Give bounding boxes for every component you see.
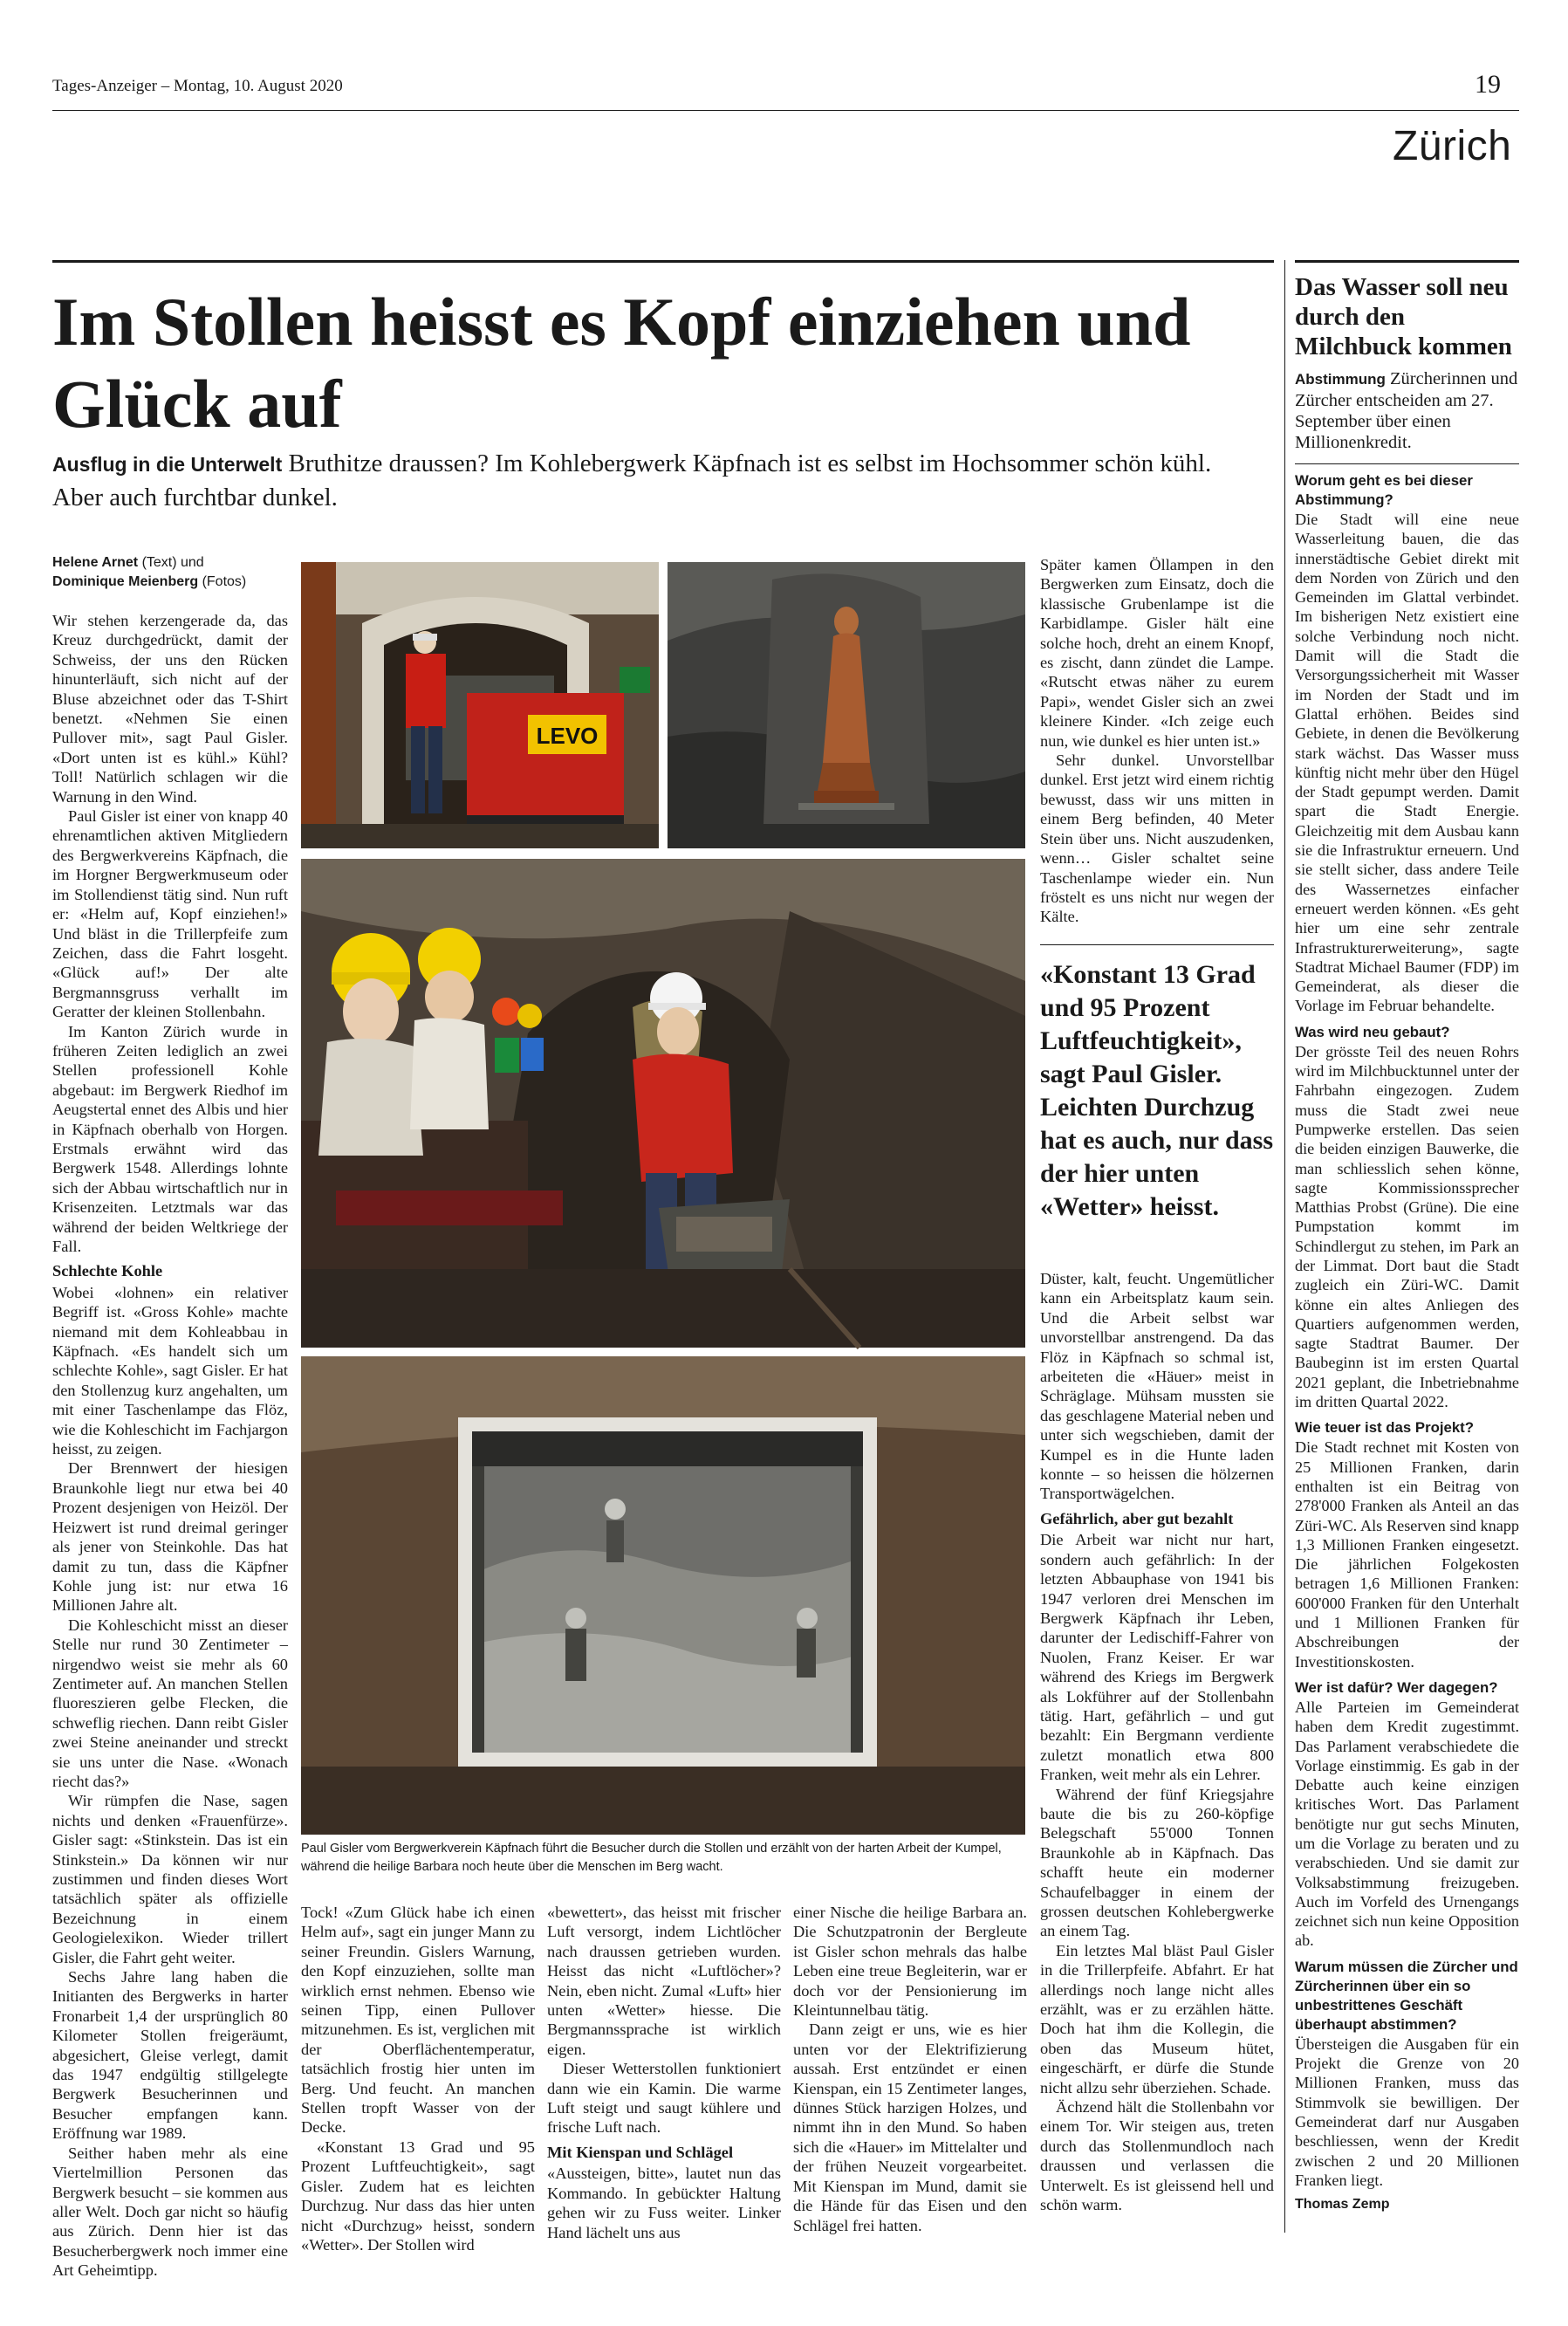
sidebar-question: Warum müssen die Zürcher und Zürcherinnen über ein so unbestrittenes Geschäft überhaupt abstimmen? [1295,1958,1518,2033]
article-column-2 [301,1903,535,2254]
article-column-1 [52,611,288,2280]
paragraph: Dann zeigt er uns, wie es hier unten vor der Elektrifizierung aussah. Erst entzündet er einen Kienspan, ein 15 Zentimeter langes, dünnes Stück harzigen Holzes, und nimmt ihn in den Mund. So haben sich die «Hauer» im Mittelalter und der frühen Neuzeit vorgearbeitet. Mit Kienspan im Mund, damit sie die Hände für das Eisen und den Schlägel frei hatten. [793,2021,1027,2234]
byline-author-role: (Text) und [141,555,204,570]
paragraph: Sehr dunkel. Unvorstellbar dunkel. Erst jetzt wird einem richtig bewusst, dass wir uns mitten in einem Berg befinden, 40 Meter Stein über uns. Nicht auszudenken, wenn… Gisler schaltet seine Taschenlampe wieder ein. Nun fröstelt es uns nicht nur wegen der Kälte. [1040,751,1274,926]
article-top-rule [52,260,1274,263]
paragraph: Ächzend hält die Stollenbahn vor einem Tor. Wir steigen aus, treten durch das Stollenmundloch nach draussen und verlassen die Unterwelt. Es ist gleissend hell und schön warm. [1040,2098,1274,2214]
paragraph: Die Kohleschicht misst an dieser Stelle nur rund 30 Zentimeter – nirgendwo weist sie mehr als 60 Zentimeter auf. An manchen Stellen fluoreszieren gelbe Flecken, die schweflig riechen. Dann reibt Gisler zwei Steine aneinander und streckt sie uns unter die Nase. «Wonach riecht das?» [52,1616,288,1790]
paragraph: «bewettert», das heisst mit frischer Luft versorgt, indem Lichtlöcher nach draussen getrieben wurden. Heisst das nicht «Luftlöcher»? Nein, eben nicht. Zumal «Luft» hier unten «Wetter» hiesse. Die Bergmannssprache ist wirklich eigen. [547,1904,781,2058]
masthead-date: Tages-Anzeiger – Montag, 10. August 2020 [52,77,343,95]
sidebar-lead [1295,368,1519,453]
deck-lead: Bruthitze draussen? Im Kohlebergwerk Käpfnach ist es selbst im Hochsommer schön kühl. Aber auch furchtbar dunkel. [52,449,1212,511]
sidebar-lead-rule [1295,463,1519,464]
paragraph: Wir rümpfen die Nase, sagen nichts und denken «Frauenfürze». Gisler sagt: «Stinkstein. Das ist ein Stinkstein.» Da können wir nur zustimmen und finden dieses Wort tatsächlich später als offizielle Bezeichnung in einem Geologielexikon. Wieder trillert Gisler, die Fahrt geht weiter. [52,1792,288,1966]
sidebar-divider [1284,260,1285,2233]
photo-visitors-in-tunnel [301,859,1025,1348]
article-column-5-bottom [1040,1269,1274,2234]
sidebar-question: Was wird neu gebaut? [1295,1023,1450,1040]
paragraph: «Aussteigen, bitte», lautet nun das Kommando. In gebückter Haltung gehen wir zu Fuss weiter. Linker Hand lächelt uns aus [547,2165,781,2241]
locomotive-sign: LEVO [536,723,599,749]
sidebar-answer: Übersteigen die Ausgaben für ein Projekt die Grenze von 20 Millionen Franken, muss das Stimmvolk sie bewilligen. Der Gemeinderat darf nur Ausgaben beschliessen, wenn der Kredit zwischen 2 und 20 Millionen Franken liegt. [1295,2034,1519,2189]
paragraph: Paul Gisler ist einer von knapp 40 ehrenamtlichen aktiven Mitgliedern des Bergwerkvereins Käpfnach, die im Horgner Bergwerkmuseum oder im Stollendienst tätig sind. Nun ruft er: «Helm auf, Kopf einziehen!» Und bläst in die Trillerpfeife zum Zeichen, dass die Fahrt losgeht. «Glück auf!» Der alte Bergmannsgruss verhallt im Geratter der kleinen Stollenbahn. [52,807,288,1021]
paragraph: Im Kanton Zürich wurde in früheren Zeiten lediglich an zwei Stellen professionell Kohle abgebaut: im Bergwerk Riedhof im Aeugstertal ennet des Albis und hier in Käpfnach oberhalb von Horgen. Erstmals erwähnt wird das Bergwerk 1548. Allerdings lohnte sich der Abbau wirtschaftlich nur in Krisenzeiten. Letztmals war das während der beiden Weltkriege der Fall. [52,1022,288,1255]
paragraph: Während der fünf Kriegsjahre baute die bis zu 260-köpfige Belegschaft 55'000 Tonnen Braunkohle ab in Käpfnach. Das schafft heute ein moderner Schaufelbagger in einem der grossen deutschen Kohlebergwerke an einem Tag. [1040,1785,1274,1940]
paragraph: Später kamen Öllampen in den Bergwerken zum Einsatz, doch die klassische Grubenlampe ist die Karbidlampe. Gisler hält eine solche hoch, dreht an einem Knopf, es zischt, dann zündet die Lampe. «Rutscht etwas näher zu eurem Papi», wendet Gisler sich an zwei kleinere Kinder. «Ich zeige euch nun, wie dunkel es hier unten ist.» [1040,556,1274,750]
subhead-gefaehrlich: Gefährlich, aber gut bezahlt [1040,1509,1234,1527]
byline [52,553,279,592]
sidebar-kicker: Abstimmung [1295,371,1386,388]
sidebar-answer: Alle Parteien im Gemeinderat haben dem Kredit zugestimmt. Das Parlament verabschiedete die Vorlage einstimmig. Es gab in der Debatte auch keine einzigen kritisches Wort. Das Parlament benötigte nur gut sechs Minuten, um die Vorlage zu beraten und zu verabschieden. Und sie damit zur Volksabstimmung freizugeben. Auch im Vorfeld des Urnengangs zeichnet sich nun keine Opposition ab. [1295,1698,1519,1950]
paragraph: einer Nische die heilige Barbara an. Die Schutzpatronin der Bergleute ist Gisler schon mehrals das halbe Leben eine treue Begleiterin, war er doch vor der Pensionierung im Kleintunnelbau tätig. [793,1904,1027,2020]
paragraph: «Konstant 13 Grad und 95 Prozent Luftfeuchtigkeit», sagt Gisler. Zudem hat es leichten Durchzug. Nur dass das hier unten nicht «Durchzug» heisst, sondern «Wetter». Der Stollen wird [301,2137,535,2254]
sidebar-author: Thomas Zemp [1295,2197,1390,2213]
paragraph: Wir stehen kerzengerade da, das Kreuz durchgedrückt, damit der Schweiss, der uns den Rücken hinunterläuft, sich nicht auf der Bluse abzeichnet oder das T-Shirt benetzt. «Nehmen Sie einen Pullover mit», sagt Paul Gisler. «Dort unten ist es kühl.» Kühl? Toll! Natürlich schlagen wir die Warnung in den Wind. [52,612,288,806]
paragraph: Ein letztes Mal bläst Paul Gisler in die Trillerpfeife. Abfahrt. Er hat allerdings noch lange nicht alles erzählt, was er zu erzählen hätte. Doch hat ihm die Kollegin, die oben das Museum hütet, eingeschärft, er dürfe die Stunde nicht allzu sehr überziehen. Schade. [1040,1941,1274,2096]
sidebar-question: Wie teuer ist das Projekt? [1295,1419,1475,1437]
sidebar-answer: Die Stadt rechnet mit Kosten von 25 Millionen Franken, darin enthalten ist ein Beitrag von 278'000 Franken als Anteil an das Züri-WC. Als Reserven sind knapp 1,3 Millionen Franken eingesetzt. Die jährlichen Folgekosten betragen 1,6 Millionen Franken: 600'000 Franken für den Unterhalt und 1 Millionen Franken für Abschreibungen der Investitionskosten. [1295,1438,1519,1671]
photo-tunnel-entrance [301,562,659,848]
subhead-kienspan: Mit Kienspan und Schlägel [547,2143,734,2161]
paragraph: Die Arbeit war nicht nur hart, sondern auch gefährlich: In der letzten Abbauphase von 1941 bis 1947 verloren drei Menschen im Bergwerk Käpfnach ihr Leben, darunter der Ledischiff-Fahrer von Nuolen, Franz Keiser. Er war während des Kriegs im Bergwerk als Lokführer auf der Stollenbahn tätig. Hart, gefährlich – und gut bezahlt: Ein Bergmann verdiente zuletzt monatlich etwa 800 Franken, weit mehr als ein Lehrer. [1040,1531,1274,1784]
header-rule [52,110,1519,111]
article-column-3 [547,1903,781,2241]
paragraph: Seither haben mehr als eine Viertelmillion Personen das Bergwerk besucht – sie kommen aus aller Welt. Doch gar nicht so häufig aus Zürich. Denn hier ist das Besucherbergwerk noch immer eine Art Geheimtipp. [52,2144,288,2280]
page-number: 19 [1475,70,1501,99]
headline: Im Stollen heisst es Kopf einziehen und Glück auf [52,284,1191,442]
paragraph: Tock! «Zum Glück habe ich einen Helm auf», sagt ein junger Mann zu seiner Freundin. Gislers Warnung, den Kopf einzuziehen, sollte man wirklich ernst nehmen. Ebenso wie seinen Tipp, einen Pullover mitzunehmen. Es ist, verglichen mit der Oberflächentemperatur, tatsächlich frostig hier unten im Berg. Und feucht. An manchen Stellen tropft Wasser von der Decke. [301,1904,535,2137]
sidebar-box [1295,272,1519,2234]
byline-photographer: Dominique Meienberg [52,574,199,589]
pull-quote: «Konstant 13 Grad und 95 Prozent Luftfeuchtigkeit», sagt Paul Gisler. Leichten Durchzug hat es auch, nur dass der hier unten «Wetter» heisst. [1040,960,1274,1221]
sidebar-answer: Der grösste Teil des neuen Rohrs wird im Milchbucktunnel unter der Fahrbahn eingezogen. Zudem muss die Stadt zwei neue Pumpwerke erstellen. Das seien die beiden einzigen Bauwerke, die man schliesslich sehen könne, sagte Kommissionssprecher Matthias Probst (Grüne). Die eine Pumpstation kommt im Schindlergut zu stehen, im Park an der Limmat. Dort baut die Stadt zugleich ein Züri-WC. Damit könne ein altes Anliegen des Quartiers aufgenommen werden, sagte Stadtrat Baumer. Der Baubeginn ist im ersten Quartal 2021 geplant, die Inbetriebnahme im dritten Quartal 2022. [1295,1042,1519,1411]
article-column-4 [793,1903,1027,2234]
sidebar-top-rule [1295,260,1519,263]
deck-kicker: Ausflug in die Unterwelt [52,453,283,476]
sidebar-lead-text: Zürcherinnen und Zürcher entscheiden am 27. September über einen Millionenkredit. [1295,369,1518,452]
article-deck [52,447,1265,514]
paragraph: Sechs Jahre lang haben die Initianten des Bergwerks in harter Fronarbeit 1,4 der ursprünglich 80 Kilometer Stollen freigeräumt, abgesichert, Gleise verlegt, damit das 1947 endgültig stillgelegte Bergwerk Besucherinnen und Besucher empfangen kann. Eröffnung war 1989. [52,1968,288,2143]
sidebar-title: Das Wasser soll neu durch den Milchbuck kommen [1295,273,1512,360]
photo-caption: Paul Gisler vom Bergwerkverein Käpfnach führt die Besucher durch die Stollen und erzählt von der harten Arbeit der Kumpel, während die heilige Barbara noch heute über die Menschen im Berg wacht. [301,1842,1002,1874]
subhead-schlechte-kohle: Schlechte Kohle [52,1262,163,1280]
photo-historic-miners [301,1356,1025,1835]
sidebar-answer: Die Stadt will eine neue Wasserleitung bauen, die das innerstädtische Gebiet direkt mit dem Norden von Zürich und den Gemeinden im Glattal verbindet. Im bisherigen Netz existiert eine solche Verbindung noch nicht. Damit will die Stadt die Versorgungssicherheit mit Wasser im Norden der Stadt und im Glattal erhöhen. Beides sind Gebiete, in denen die Bevölkerung stark wächst. Das Wasser muss künftig nicht mehr über den Hügel der Stadt gepumpt werden. Damit spart die Stadt Energie. Gleichzeitig mit dem Ausbau kann sie die Infrastruktur erneuern. Und sie stellt sicher, dass andere Teile des Wassernetzes einfacher erneuert werden können. «Es geht hier um eine sehr zentrale Infrastrukturerweiterung», sagte Stadtrat Michael Baumer (FDP) im Gemeinderat, als dieser die Vorlage im Februar behandelte. [1295,511,1519,1015]
quote-rule [1040,944,1274,945]
paragraph: Der Brennwert der hiesigen Braunkohle liegt nur etwa bei 40 Prozent desjenigen von Heizöl. Der Heizwert ist rund dreimal geringer als jener von Steinkohle. Das hat damit zu tun, dass die Käpfner Kohle jung ist: nur etwa 16 Millionen Jahre alt. [52,1459,288,1615]
paragraph: Dieser Wetterstollen funktioniert dann wie ein Kamin. Die warme Luft steigt und saugt kühlere und frische Luft nach. [547,2060,781,2137]
paragraph: Wobei «lohnen» ein relativer Begriff ist. «Gross Kohle» machte niemand mit dem Kohleabbau in Käpfnach. «Es handelt sich um schlechte Kohle», sagt Gisler. Er hat den Stollenzug kurz angehalten, um mit einer Taschenlampe das Flöz, wie die Kohleschicht im Fachjargon heisst, zu zeigen. [52,1283,288,1458]
sidebar-question: Wer ist dafür? Wer dagegen? [1295,1678,1498,1696]
section-title: Zürich [1393,123,1512,169]
byline-author: Helene Arnet [52,555,139,570]
photo-saint-barbara [668,562,1025,848]
paragraph: Düster, kalt, feucht. Ungemütlicher kann ein Arbeitsplatz kaum sein. Und die Arbeit selbst war unvorstellbar anstrengend. Da das Flöz in Käpfnach so schmal ist, arbeiteten die «Häuer» meist in Schräglage. Mühsam mussten sie das geschlagene Material neben und unter sich wegschieben, damit der Kumpel es in die Hunte laden konnte – so heissen die hölzernen Transportwägelchen. [1040,1270,1274,1503]
byline-photographer-role: (Fotos) [202,574,247,589]
sidebar-question: Worum geht es bei dieser Abstimmung? [1295,472,1473,508]
article-column-5-top [1040,555,1274,939]
